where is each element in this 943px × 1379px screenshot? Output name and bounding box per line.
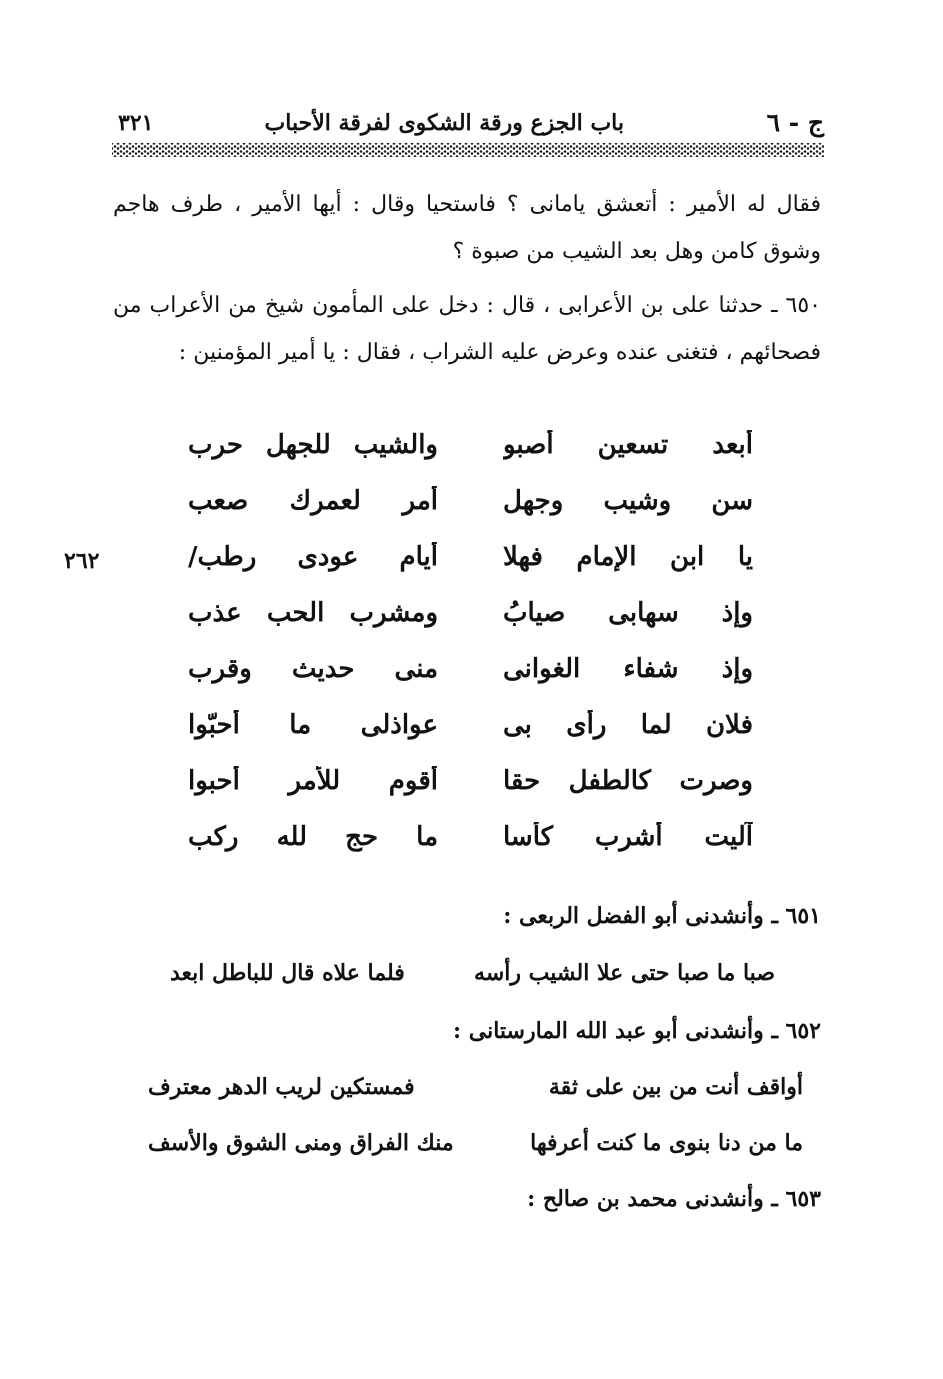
paragraph-text: ٦٥٠ ـ حدثنا على بن الأعرابى ، قال : دخل على المأمون شيخ من الأعراب من فصحائهم ، فتغنى عنده وعرض عليه الشراب ، فقال : يا أمير المؤمنين :	[113, 293, 821, 365]
first-hemistich: آليت أشرب كأسا	[503, 822, 753, 852]
second-hemistich: أقوم للأمر أحبوا	[188, 766, 438, 796]
entry-652-line-2-first: ما من دنا بنوى ما كنت أعرفها	[530, 1130, 803, 1156]
paragraph-650	[113, 282, 821, 376]
second-hemistich: والشيب للجهل حرب	[188, 430, 438, 460]
verse-line	[188, 710, 753, 766]
first-hemistich: فلان لما رأى بى	[503, 710, 753, 740]
second-hemistich: عواذلى ما أحبّوا	[188, 710, 438, 740]
volume-label: ج - ٦	[766, 108, 824, 137]
second-hemistich: ومشرب الحب عذب	[188, 598, 438, 628]
entry-651-intro: ٦٥١ ـ وأنشدنى أبو الفضل الربعى :	[503, 903, 821, 929]
verse-line	[188, 822, 753, 878]
poem-650	[188, 430, 753, 878]
entry-651-second-hemistich: فلما علاه قال للباطل ابعد	[170, 960, 405, 986]
page-number: ٣٢١	[118, 110, 154, 136]
verse-line	[188, 654, 753, 710]
second-hemistich: ما حج لله ركب	[188, 822, 438, 852]
first-hemistich: أبعد تسعين أصبو	[503, 430, 753, 460]
entry-652-line-2-second: منك الفراق ومنى الشوق والأسف	[148, 1130, 454, 1156]
first-hemistich: وإذ شفاء الغوانى	[503, 654, 753, 684]
verse-line	[188, 430, 753, 486]
second-hemistich: أمر لعمرك صعب	[188, 486, 438, 516]
second-hemistich: أيام عودى رطب/	[188, 542, 438, 572]
first-hemistich: سن وشيب وجهل	[503, 486, 753, 516]
second-hemistich: منى حديث وقرب	[188, 654, 438, 684]
entry-653-intro: ٦٥٣ ـ وأنشدنى محمد بن صالح :	[527, 1186, 821, 1212]
first-hemistich: يا ابن الإمام فهلا	[503, 542, 753, 572]
entry-652-line-1-first: أواقف أنت من بين على ثقة	[548, 1074, 803, 1100]
verse-line	[188, 598, 753, 654]
paragraph-1	[113, 181, 821, 275]
verse-line	[188, 542, 753, 598]
verse-line	[188, 486, 753, 542]
entry-651-first-hemistich: صبا ما صبا حتى علا الشيب رأسه	[474, 960, 775, 986]
first-hemistich: وإذ سهابى صيابُ	[503, 598, 753, 628]
entry-652-intro: ٦٥٢ ـ وأنشدنى أبو عبد الله المارستانى :	[452, 1018, 821, 1044]
chapter-title: باب الجزع ورقة الشكوى لفرقة الأحباب	[264, 110, 624, 136]
first-hemistich: وصرت كالطفل حقا	[503, 766, 753, 796]
paragraph-text: فقال له الأمير : أتعشق يامانى ؟ فاستحيا وقال : أيها الأمير ، طرف هاجم وشوق كامن وهل بعد الشيب من صبوة ؟	[113, 192, 821, 264]
margin-page-marker: ٢٦٢	[64, 548, 100, 574]
entry-652-line-1-second: فمستكين لريب الدهر معترف	[148, 1074, 415, 1100]
running-header	[112, 108, 824, 144]
verse-line	[188, 766, 753, 822]
header-rule	[112, 143, 824, 157]
